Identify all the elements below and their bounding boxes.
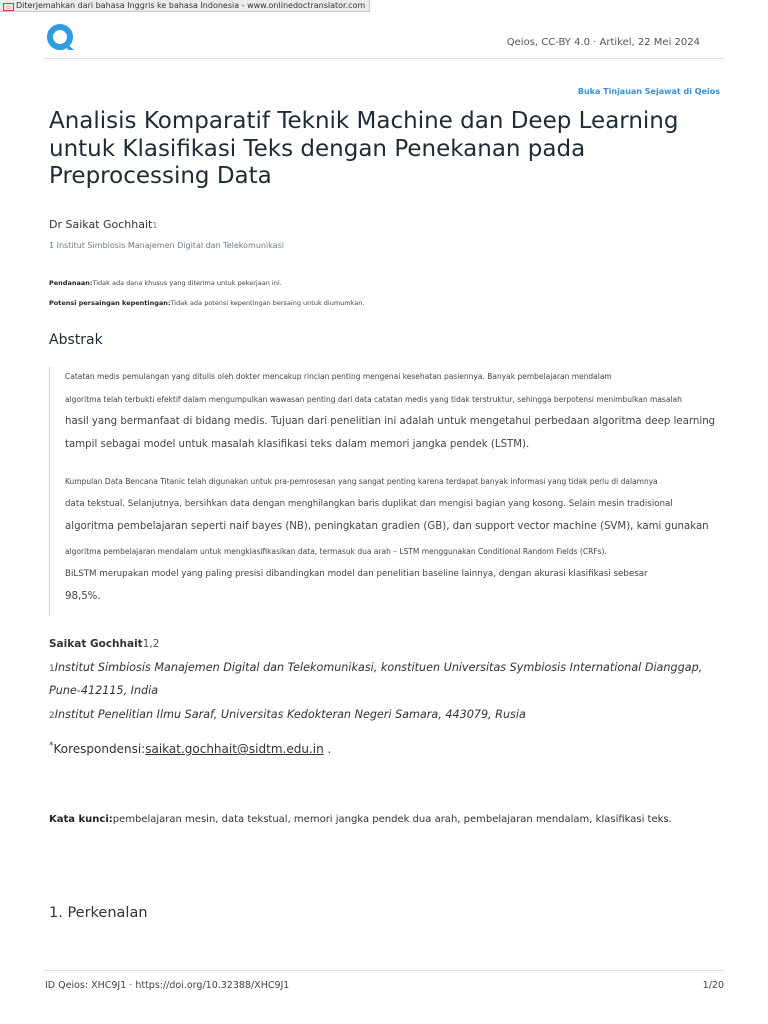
affiliation-1 [49,661,702,674]
keywords-label: Kata kunci: [49,814,113,825]
funding-statement [49,279,282,287]
competing-text: Tidak ada potensi kepentingan bersaing untuk diumumkan. [170,299,365,307]
corr-author-sup: 1,2 [142,638,160,650]
author-line [49,218,157,231]
footer-divider [44,970,724,971]
correspondence-suffix: . [323,742,332,756]
open-peer-review-link[interactable]: Buka Tinjauan Sejawat di Qeios [577,87,720,96]
affiliation-number: 2 [49,711,55,721]
affiliation-1-cont [49,684,158,697]
abstract-line: algoritma pembelajaran seperti naif bayes (NB), peningkatan gradien (GB), dan support vector machine (SVM), kami gunakan [65,521,709,532]
abstract-block [49,367,720,616]
corresponding-author-name [49,638,159,650]
paper-title: Analisis Komparatif Teknik Machine dan Deep Learning untuk Klasifikasi Teks dengan Penekanan pada Preprocessing Data [49,108,679,189]
footer-page-number: 1/20 [702,980,724,991]
author-affiliation: 1 Institut Simbiosis Manajemen Digital dan Telekomunikasi [49,241,284,250]
funding-label: Pendanaan: [49,279,93,287]
author-name[interactable]: Dr Saikat Gochhait [49,218,153,231]
qeios-logo-icon[interactable] [46,24,78,52]
abstract-line: tampil sebagai model untuk masalah klasifikasi teks dalam memori jangka pendek (LSTM). [65,439,530,450]
abstract-line: algoritma telah terbukti efektif dalam mengumpulkan wawasan penting dari data catatan medis yang tidak terstruktur, sehingga berpotensi menimbulkan masalah [65,395,682,404]
correspondence-label: Korespondensi: [53,742,146,756]
correspondence-asterisk: * [49,741,54,751]
banner-text: Diterjemahkan dari bahasa Inggris ke bahasa Indonesia - www.onlinedoctranslator.com [16,1,366,10]
author-affil-number: 1 [152,221,158,230]
affiliation-text: Pune-412115, India [49,684,159,697]
header-divider [44,58,724,59]
abstract-line: hasil yang bermanfaat di bidang medis. Tujuan dari penelitian ini adalah untuk mengetahui perbedaan algoritma deep learning [65,416,716,427]
abstract-line: Kumpulan Data Bencana Titanic telah digunakan untuk pra-pemrosesan yang sangat penting karena terdapat banyak informasi yang tidak perlu di dalamnya [65,477,658,486]
corr-author-name-text: Saikat Gochhait [49,638,143,650]
abstract-line: 98,5%. [65,591,101,602]
footer-doi[interactable]: ID Qeios: XHC9J1 · https://doi.org/10.32388/XHC9J1 [45,980,290,991]
abstract-line: data tekstual. Selanjutnya, bersihkan data dengan menghilangkan baris duplikat dan mengisi bagian yang kosong. Selain mesin tradisional [65,499,673,509]
translator-banner[interactable] [0,0,370,12]
abstract-line: algoritma pembelajaran mendalam untuk mengklasifikasikan data, termasuk dua arah – LSTM menggunakan Conditional Random Fields (CRFs). [65,547,607,556]
abstract-line: BiLSTM merupakan model yang paling presisi dibandingkan model dan penelitian baseline lainnya, dengan akurasi klasifikasi sebesar [65,569,648,579]
abstract-heading: Abstrak [49,332,103,348]
header-meta: Qeios, CC-BY 4.0 · Artikel, 22 Mei 2024 [506,37,700,48]
affiliation-text: Institut Simbiosis Manajemen Digital dan Telekomunikasi, konstituen Universitas Symbiosis International Dianggap, [54,661,703,674]
affiliation-2 [49,708,526,721]
funding-text: Tidak ada dana khusus yang diterima untuk pekerjaan ini. [92,279,282,287]
affiliation-text: Institut Penelitian Ilmu Saraf, Universitas Kedokteran Negeri Samara, 443079, Rusia [54,708,526,721]
keywords-line [49,814,672,825]
translator-icon: ▭ [3,3,14,11]
abstract-line: Catatan medis pemulangan yang ditulis oleh dokter mencakup rincian penting mengenai kesehatan pasiennya. Banyak pembelajaran mendalam [65,372,612,381]
correspondence-line [49,741,331,756]
competing-interests-statement [49,299,364,307]
affiliation-number: 1 [49,664,55,674]
competing-label: Potensi persaingan kepentingan: [49,299,171,307]
section-heading-introduction: 1. Perkenalan [49,905,148,921]
correspondence-email-link[interactable]: saikat.gochhait@sidtm.edu.in [145,742,324,756]
keywords-text: pembelajaran mesin, data tekstual, memori jangka pendek dua arah, pembelajaran mendalam, klasifikasi teks. [112,814,672,825]
